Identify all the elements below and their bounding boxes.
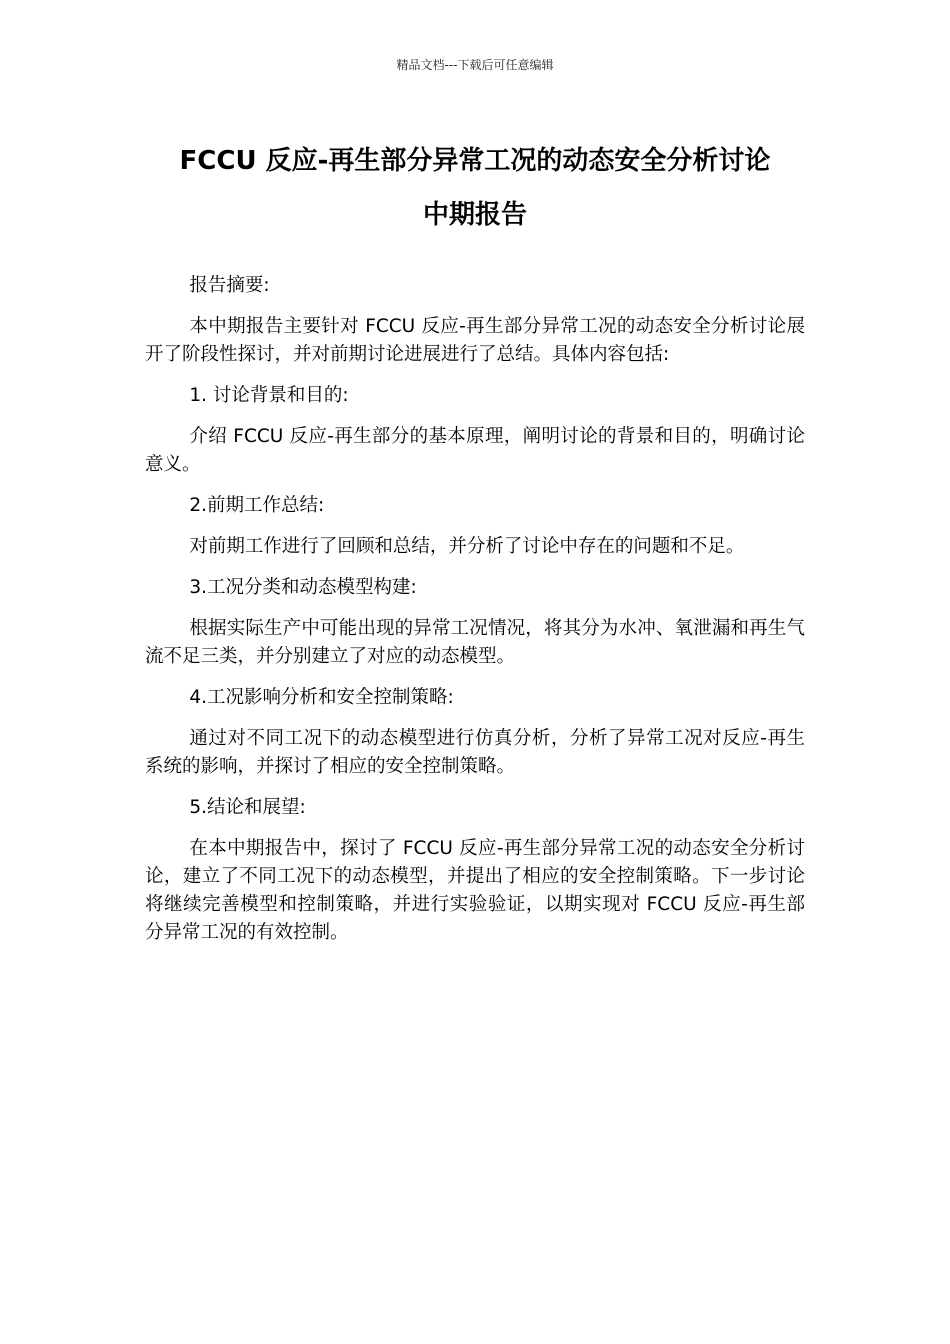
abstract-label: 报告摘要: [189, 275, 270, 296]
title-line-2: 中期报告 [422, 200, 527, 230]
section-2-heading: 2.前期工作总结: [189, 495, 325, 516]
section-3-heading: 3.工况分类和动态模型构建: [189, 577, 417, 598]
section-4-text: 通过对不同工况下的动态模型进行仿真分析，分析了异常工况对反应-再生系统的影响，并探讨了相应的安全控制策略。 [145, 728, 805, 777]
section-3-text: 根据实际生产中可能出现的异常工况情况，将其分为水冲、氧泄漏和再生气流不足三类，并分别建立了对应的动态模型。 [145, 618, 805, 667]
document-body [145, 272, 805, 960]
title-line-1: FCCU 反应-再生部分异常工况的动态安全分析讨论 [179, 146, 771, 176]
section-2-text: 对前期工作进行了回顾和总结，并分析了讨论中存在的问题和不足。 [189, 536, 745, 557]
section-4-heading: 4.工况影响分析和安全控制策略: [189, 687, 454, 708]
section-5-text: 在本中期报告中，探讨了 FCCU 反应-再生部分异常工况的动态安全分析讨论，建立了不同工况下的动态模型，并提出了相应的安全控制策略。下一步讨论将继续完善模型和控制策略，并进行实验验证，以期实现对 FCCU 反应-再生部分异常工况的有效控制。 [145, 838, 805, 943]
page-header: 精品文档---下载后可任意编辑 [396, 58, 554, 72]
section-5-heading: 5.结论和展望: [189, 797, 306, 818]
intro-paragraph: 本中期报告主要针对 FCCU 反应-再生部分异常工况的动态安全分析讨论展开了阶段性探讨，并对前期讨论进展进行了总结。具体内容包括: [145, 316, 805, 365]
section-1-heading: 1. 讨论背景和目的: [189, 385, 349, 406]
section-1-text: 介绍 FCCU 反应-再生部分的基本原理，阐明讨论的背景和目的，明确讨论意义。 [145, 426, 805, 475]
document-title [140, 134, 810, 242]
